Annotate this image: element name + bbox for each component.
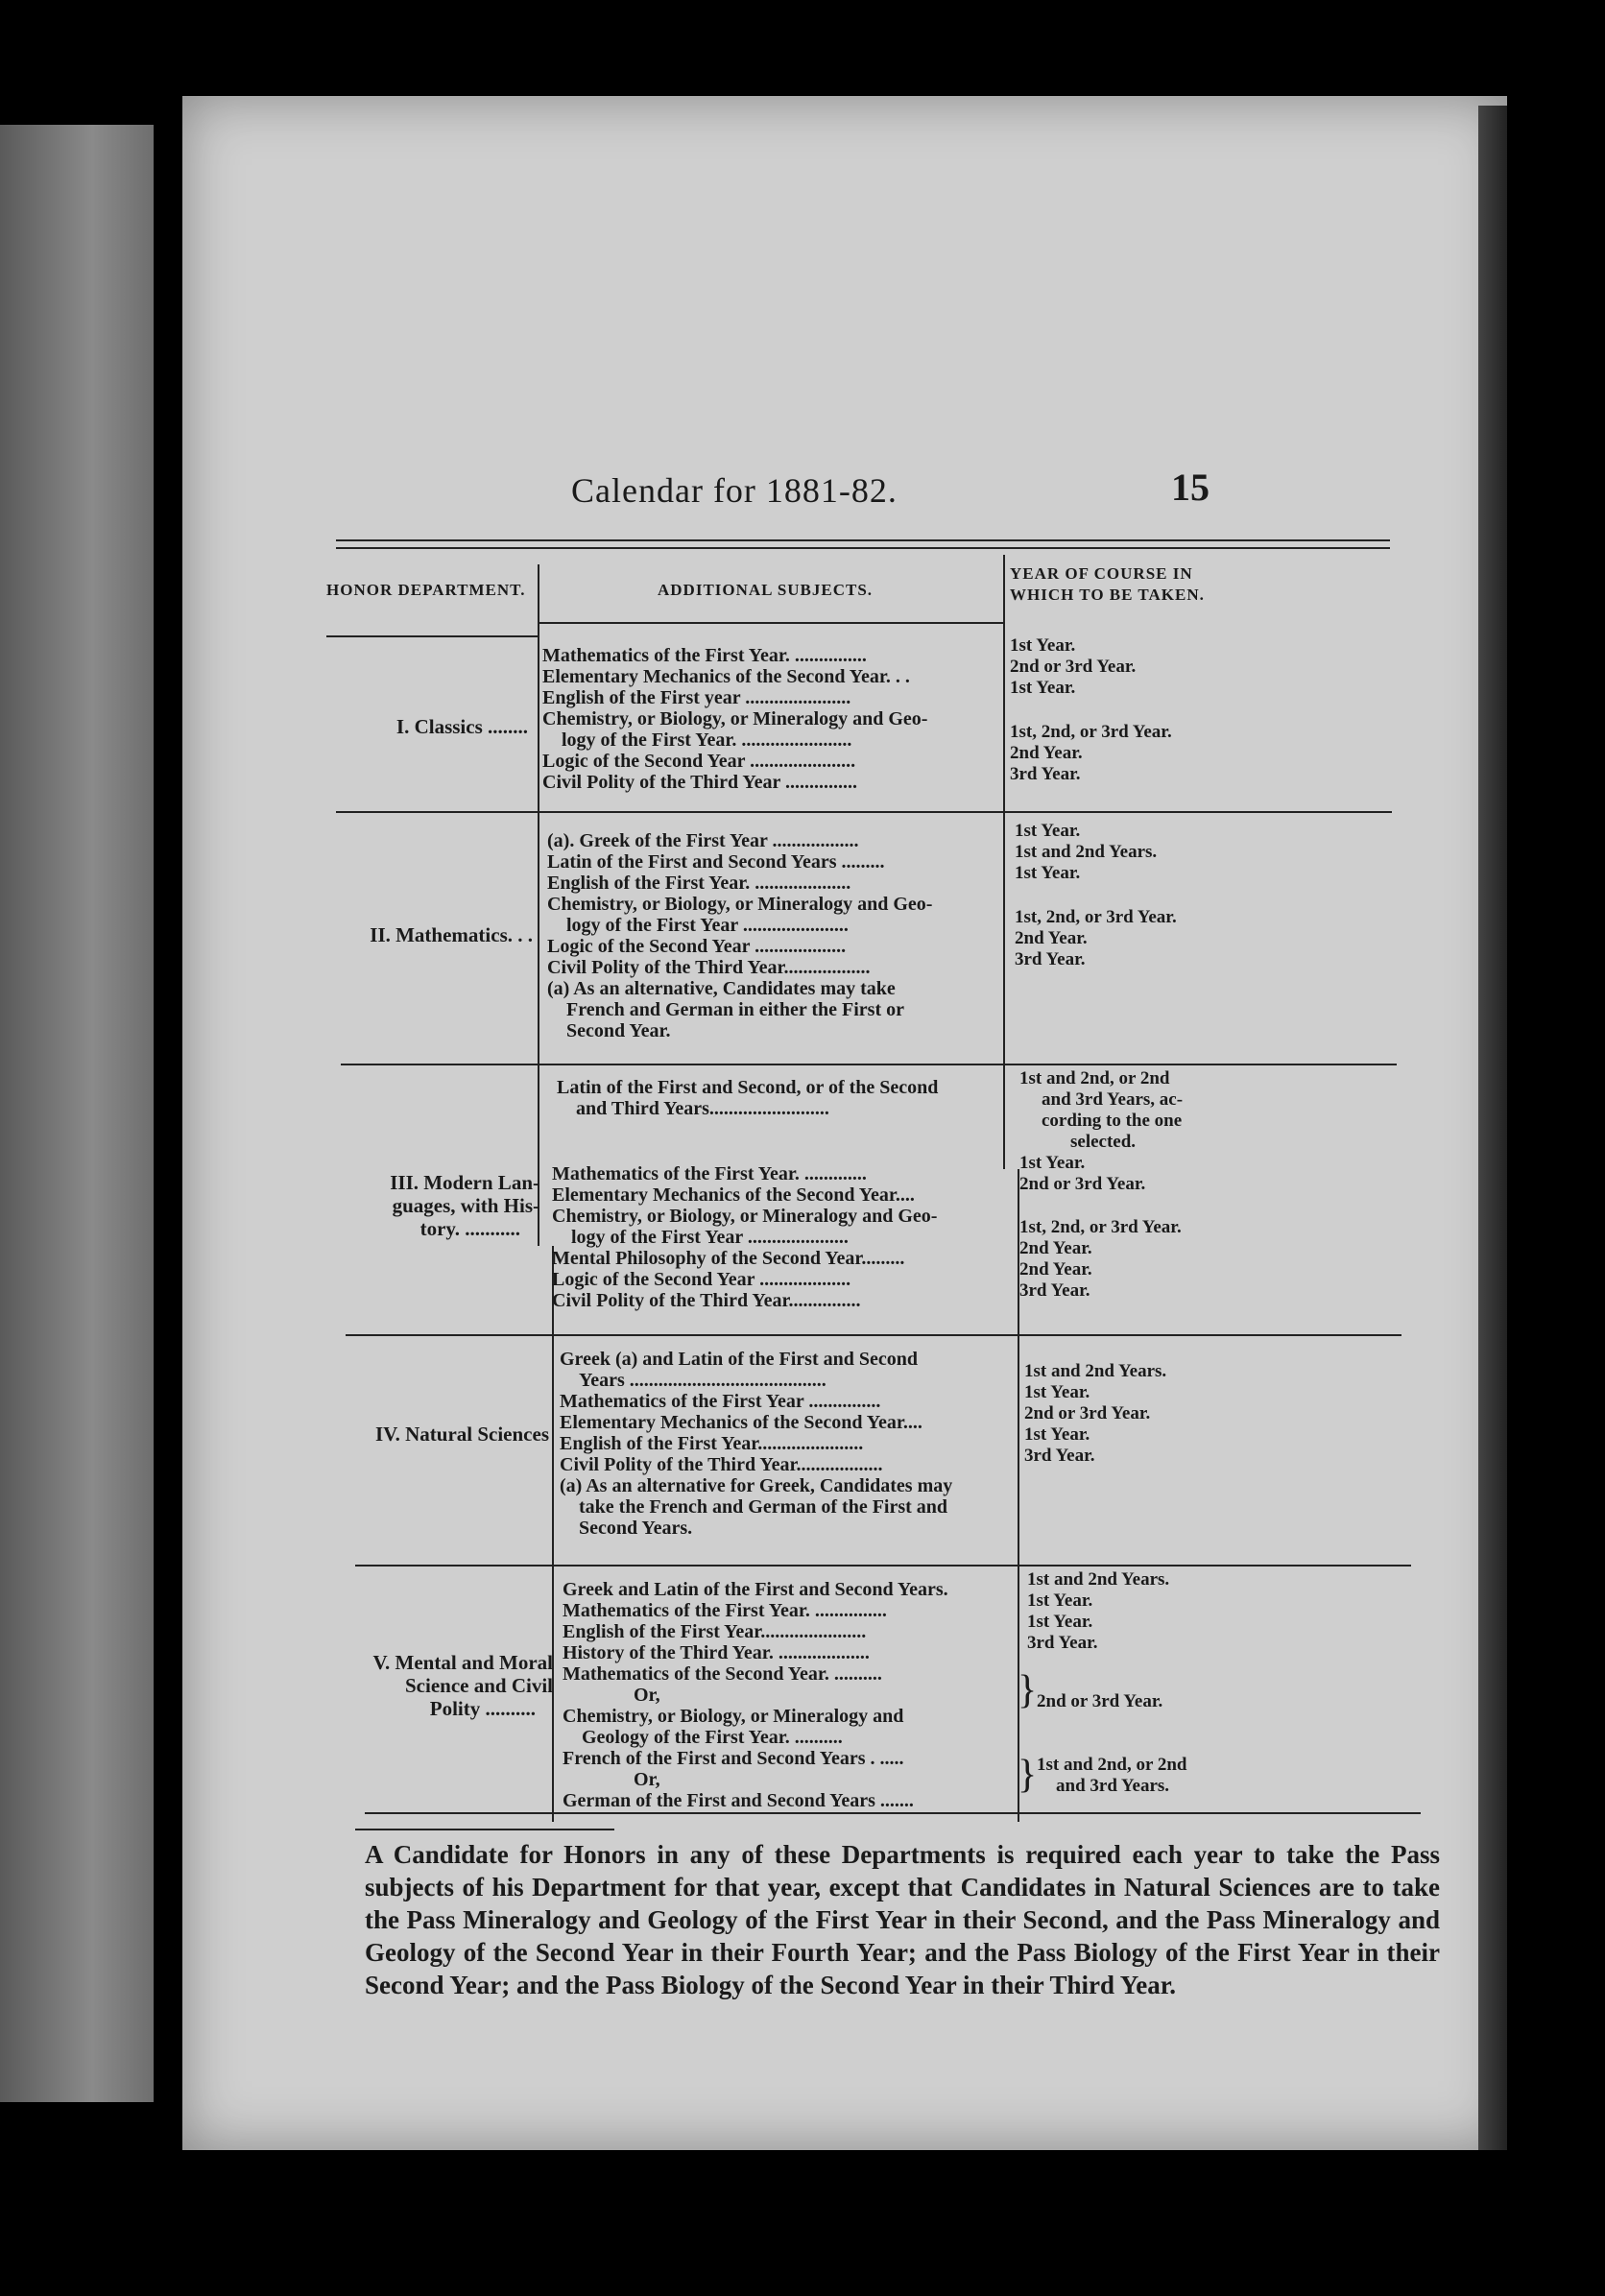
natural-subject-7: (a) As an alternative for Greek, Candidates may xyxy=(560,1475,953,1496)
natural-subject-5: English of the First Year...................... xyxy=(560,1433,864,1454)
modern-year-5: 1st Year. xyxy=(1019,1153,1086,1173)
col-sep-2a xyxy=(1003,555,1005,1169)
math-subject-7: Civil Polity of the Third Year.................. xyxy=(547,957,871,978)
top-rule-inner xyxy=(336,547,1390,549)
footnote-paragraph: A Candidate for Honors in any of these Departments is required each year to take the Pass subjects of his Department for that year, except that Candidates in Natural Sciences are to take the Pass Mineralogy and Geology of the First Year in their Second, and the Pass Mineralogy and Geology of the Second Year in their Fourth Year; and the Pass Biology of the First Year in their Second Year; and the Pass Biology of the Second Year in their Third Year. xyxy=(365,1840,1440,1999)
note-rule xyxy=(355,1829,614,1830)
classics-year-1: 1st Year. xyxy=(1010,635,1076,656)
mental-year-3: 1st Year. xyxy=(1027,1612,1093,1632)
math-subject-9: French and German in either the First or xyxy=(566,999,904,1020)
natural-subject-2: Years ......................................... xyxy=(579,1370,826,1391)
mental-year-1: 1st and 2nd Years. xyxy=(1027,1569,1170,1590)
classics-subject-6: Logic of the Second Year ...................... xyxy=(542,751,856,772)
classics-year-6: 3rd Year. xyxy=(1010,764,1081,784)
page-header xyxy=(182,466,1507,518)
mental-subject-1: Greek and Latin of the First and Second Years. xyxy=(563,1579,948,1600)
mental-subject-7: Chemistry, or Biology, or Mineralogy and xyxy=(563,1706,904,1727)
dept-natural-sciences: IV. Natural Sciences xyxy=(374,1423,549,1446)
mental-year-4: 3rd Year. xyxy=(1027,1633,1098,1653)
classics-year-2: 2nd or 3rd Year. xyxy=(1010,657,1137,677)
dept-classics: I. Classics ........ xyxy=(395,715,528,738)
mental-subject-4: History of the Third Year. ................... xyxy=(563,1642,870,1663)
modern-subject-1: Latin of the First and Second, or of the Second xyxy=(557,1077,939,1098)
classics-year-4: 1st, 2nd, or 3rd Year. xyxy=(1010,722,1172,742)
table-bottom-rule xyxy=(365,1812,1421,1814)
math-year-2: 1st and 2nd Years. xyxy=(1015,842,1158,862)
natural-year-5: 3rd Year. xyxy=(1024,1446,1095,1466)
natural-subject-1: Greek (a) and Latin of the First and Second xyxy=(560,1349,918,1370)
math-subject-8: (a) As an alternative, Candidates may take xyxy=(547,978,896,999)
running-title: Calendar for 1881-82. xyxy=(571,471,898,510)
brace-french-german: } xyxy=(1018,1753,1038,1797)
natural-subject-3: Mathematics of the First Year ............... xyxy=(560,1391,881,1412)
modern-subject-3: Mathematics of the First Year. ............. xyxy=(552,1163,867,1184)
book-edge xyxy=(1478,106,1507,2150)
math-year-4: 1st, 2nd, or 3rd Year. xyxy=(1015,907,1177,927)
mental-subject-9: French of the First and Second Years . ..... xyxy=(563,1748,904,1769)
subjects-head-rule xyxy=(538,622,1003,624)
col-head-year-1: YEAR OF COURSE IN xyxy=(1010,564,1193,583)
math-year-6: 3rd Year. xyxy=(1015,949,1086,969)
section-rule-1 xyxy=(336,811,1392,813)
modern-subject-8: Logic of the Second Year ................... xyxy=(552,1269,851,1290)
col-sep-1b xyxy=(552,1246,554,1822)
classics-subject-4: Chemistry, or Biology, or Mineralogy and Geo- xyxy=(542,708,928,729)
math-subject-6: Logic of the Second Year ................... xyxy=(547,936,847,957)
mental-subject-2: Mathematics of the First Year. ............... xyxy=(563,1600,887,1621)
col-head-dept: HONOR DEPARTMENT. xyxy=(326,581,526,599)
page-number: 15 xyxy=(1171,466,1210,509)
modern-subject-4: Elementary Mechanics of the Second Year.... xyxy=(552,1184,915,1206)
natural-subject-8: take the French and German of the First and xyxy=(579,1496,948,1518)
classics-subject-5: logy of the First Year. ....................... xyxy=(562,729,852,751)
modern-year-8: 2nd Year. xyxy=(1019,1238,1092,1258)
modern-subject-6: logy of the First Year ..................... xyxy=(571,1227,849,1248)
math-subject-4: Chemistry, or Biology, or Mineralogy and Geo- xyxy=(547,894,933,915)
modern-subject-9: Civil Polity of the Third Year............... xyxy=(552,1290,861,1311)
section-rule-2 xyxy=(341,1064,1397,1065)
modern-year-2: and 3rd Years, ac- xyxy=(1042,1089,1184,1110)
modern-year-4: selected. xyxy=(1070,1132,1137,1152)
mental-year-5: 2nd or 3rd Year. xyxy=(1037,1691,1163,1711)
natural-subject-6: Civil Polity of the Third Year.................. xyxy=(560,1454,883,1475)
classics-year-5: 2nd Year. xyxy=(1010,743,1083,763)
dept-mental-moral-2: Science and Civil xyxy=(404,1674,553,1697)
math-year-1: 1st Year. xyxy=(1015,821,1081,841)
modern-year-7: 1st, 2nd, or 3rd Year. xyxy=(1019,1217,1182,1237)
natural-subject-9: Second Years. xyxy=(579,1518,693,1539)
modern-year-3: cording to the one xyxy=(1042,1111,1183,1131)
brace-mathematics-chemistry: } xyxy=(1018,1668,1038,1712)
dept-mental-moral-1: V. Mental and Moral xyxy=(372,1651,553,1674)
modern-year-1: 1st and 2nd, or 2nd xyxy=(1019,1068,1170,1088)
mental-subject-8: Geology of the First Year. .......... xyxy=(582,1727,843,1748)
classics-subject-3: English of the First year ...................... xyxy=(542,687,851,708)
mental-subject-5: Mathematics of the Second Year. .......... xyxy=(563,1663,882,1685)
math-subject-3: English of the First Year. .................... xyxy=(547,873,851,894)
classics-subject-1: Mathematics of the First Year. ............... xyxy=(542,645,867,666)
math-subject-2: Latin of the First and Second Years ......... xyxy=(547,851,885,873)
dept-modern-languages-2: guages, with His- xyxy=(392,1194,539,1217)
top-rule xyxy=(336,539,1390,541)
math-subject-1: (a). Greek of the First Year .................. xyxy=(547,830,859,851)
mental-year-2: 1st Year. xyxy=(1027,1590,1093,1611)
mental-subject-or-2: Or, xyxy=(634,1769,660,1790)
classics-subject-7: Civil Polity of the Third Year ............... xyxy=(542,772,857,793)
facing-page-edge xyxy=(0,125,154,2102)
mental-subject-or-1: Or, xyxy=(634,1685,660,1706)
section-rule-3 xyxy=(346,1334,1401,1336)
mental-year-7: and 3rd Years. xyxy=(1056,1776,1170,1796)
dept-mental-moral-3: Polity .......... xyxy=(429,1697,536,1720)
modern-subject-2: and Third Years......................... xyxy=(576,1098,829,1119)
dept-mathematics: II. Mathematics. . . xyxy=(370,923,533,946)
natural-year-4: 1st Year. xyxy=(1024,1424,1090,1445)
dept-modern-languages-3: tory. ........... xyxy=(419,1217,520,1240)
math-year-5: 2nd Year. xyxy=(1015,928,1088,948)
natural-subject-4: Elementary Mechanics of the Second Year.... xyxy=(560,1412,922,1433)
natural-year-1: 1st and 2nd Years. xyxy=(1024,1361,1167,1381)
col-head-year-2: WHICH TO BE TAKEN. xyxy=(1010,586,1205,604)
mental-subject-3: English of the First Year...................... xyxy=(563,1621,867,1642)
col-sep-1a xyxy=(538,564,539,1246)
modern-year-10: 3rd Year. xyxy=(1019,1280,1090,1301)
classics-year-3: 1st Year. xyxy=(1010,678,1076,698)
math-subject-10: Second Year. xyxy=(566,1020,671,1041)
modern-subject-7: Mental Philosophy of the Second Year......... xyxy=(552,1248,905,1269)
col-head-subjects: ADDITIONAL SUBJECTS. xyxy=(658,581,874,599)
dept-modern-languages-1: III. Modern Lan- xyxy=(390,1171,539,1194)
section-rule-4 xyxy=(355,1565,1411,1567)
modern-year-9: 2nd Year. xyxy=(1019,1259,1092,1280)
natural-year-2: 1st Year. xyxy=(1024,1382,1090,1402)
modern-subject-5: Chemistry, or Biology, or Mineralogy and Geo- xyxy=(552,1206,938,1227)
math-subject-5: logy of the First Year ...................... xyxy=(566,915,849,936)
modern-year-6: 2nd or 3rd Year. xyxy=(1019,1174,1146,1194)
math-year-3: 1st Year. xyxy=(1015,863,1081,883)
dept-head-rule xyxy=(326,635,538,637)
mental-year-6: 1st and 2nd, or 2nd xyxy=(1037,1755,1187,1775)
mental-subject-11: German of the First and Second Years ....... xyxy=(563,1790,914,1811)
classics-subject-2: Elementary Mechanics of the Second Year. . . xyxy=(542,666,910,687)
natural-year-3: 2nd or 3rd Year. xyxy=(1024,1403,1151,1423)
calendar-page xyxy=(182,96,1507,2150)
